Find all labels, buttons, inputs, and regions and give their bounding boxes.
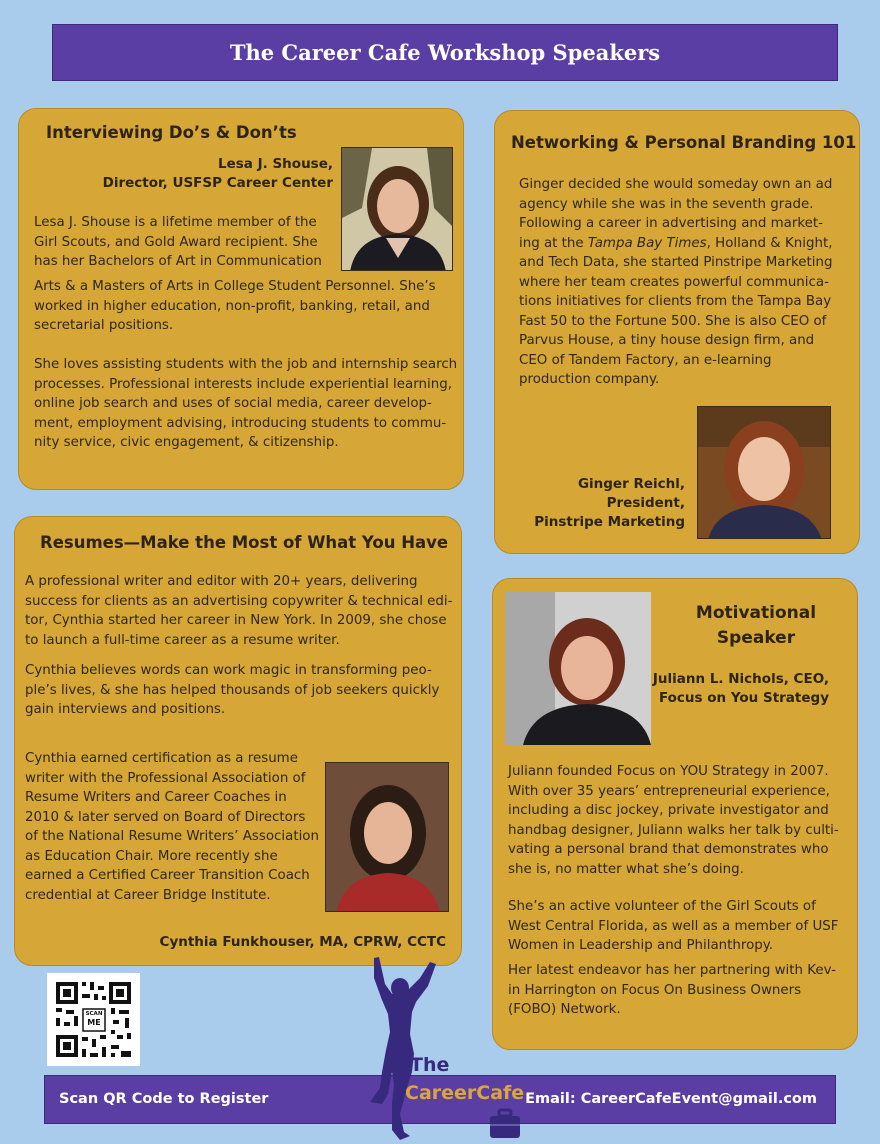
bio-full xyxy=(34,277,454,336)
speaker-name: Ginger Reichl, xyxy=(577,476,685,492)
belief xyxy=(25,661,457,720)
register-qr-code[interactable] xyxy=(47,973,140,1066)
heading-line: Motivational xyxy=(695,603,817,623)
bio-short xyxy=(34,213,334,272)
card-heading: Interviewing Do’s & Don’ts xyxy=(46,123,297,142)
card-heading: Resumes—Make the Most of What You Have xyxy=(40,533,449,552)
page-title-banner xyxy=(52,24,838,81)
card-motivational xyxy=(492,578,858,1050)
bio-line: secretarial positions. xyxy=(34,318,174,333)
badge-text: SCAN xyxy=(85,1011,103,1017)
bio-line: A professional writer and editor with 20+ years, delivering xyxy=(25,574,418,589)
badge-text: ME xyxy=(87,1018,101,1027)
bio-line: Parvus House, a tiny house design firm, and xyxy=(519,333,815,348)
bio-line: vating a personal brand that demonstrates who xyxy=(508,842,829,857)
interests xyxy=(34,355,462,453)
bio-line: in Harrington on Focus On Business Owners xyxy=(508,982,802,998)
speaker-signature xyxy=(653,670,829,708)
bio-line: Her latest endeavor has her partnering with Kev- xyxy=(508,963,836,978)
bio-line: gain interviews and positions. xyxy=(25,702,226,717)
career-cafe-logo-figure xyxy=(352,954,448,1144)
publication-name: Tampa Bay Times xyxy=(587,235,707,251)
bio-line: West Central Florida, as well as a member of USF xyxy=(508,918,839,934)
interest-line: online job search and uses of social media, career develop- xyxy=(34,396,432,411)
contact-email[interactable]: Email: CareerCafeEvent@gmail.com xyxy=(525,1091,817,1107)
bio-line: as Education Chair. More recently she xyxy=(25,848,278,864)
page-title: The Career Cafe Workshop Speakers xyxy=(229,40,661,65)
interest-line: She loves assisting students with the job and internship search xyxy=(34,357,458,372)
bio-line: success for clients as an advertising copywriter & technical edi- xyxy=(25,593,453,609)
heading-line: Speaker xyxy=(716,628,796,648)
bio-line: CEO of Tandem Factory, an e-learning xyxy=(519,352,772,368)
bio-line xyxy=(519,234,855,254)
bio-line: Following a career in advertising and market- xyxy=(519,216,823,231)
bio-line: tor, Cynthia started her career in New York. In 2009, she chose xyxy=(25,613,447,628)
speaker-photo-cynthia xyxy=(325,762,449,912)
bio-line: tions initiatives for clients from the Tampa Bay xyxy=(519,294,832,309)
card-heading: Networking & Personal Branding 101 xyxy=(511,133,857,152)
scan-me-badge xyxy=(84,1011,104,1027)
logo-text-careercafe: CareerCafe xyxy=(405,1082,525,1104)
logo-text-the: The xyxy=(410,1054,450,1076)
bio-line: She’s an active volunteer of the Girl Scouts of xyxy=(508,899,816,914)
bio xyxy=(508,762,853,879)
bio-line: including a disc jockey, private investigator and xyxy=(508,803,829,818)
bio-line: Women in Leadership and Philanthropy. xyxy=(508,938,774,953)
portrait-image xyxy=(698,407,831,539)
interest-line: ment, employment advising, introducing students to commu- xyxy=(34,415,447,431)
speaker-name: Lesa J. Shouse, xyxy=(218,156,333,172)
bio-line: ple’s lives, & she has helped thousands of job seekers quickly xyxy=(25,682,440,698)
bio-line: and Tech Data, she started Pinstripe Marketing xyxy=(519,255,833,270)
bio-line: Cynthia believes words can work magic in transforming peo- xyxy=(25,663,432,678)
register-instructions: Scan QR Code to Register xyxy=(59,1091,269,1107)
speaker-signature xyxy=(534,475,685,532)
portrait-image xyxy=(342,148,453,271)
bio xyxy=(519,175,855,390)
bio-line: agency while she was in the seventh grade. xyxy=(519,196,814,212)
speaker-company: Focus on You Strategy xyxy=(658,690,829,706)
portrait-image xyxy=(326,763,449,912)
volunteer xyxy=(508,897,853,956)
card-resumes xyxy=(14,516,462,966)
bio-line: Arts & a Masters of Arts in College Student Personnel. She’s xyxy=(34,279,436,294)
interest-line: processes. Professional interests include experiential learning, xyxy=(34,376,452,392)
interest-line: nity service, civic engagement, & citizenship. xyxy=(34,435,339,450)
bio-line: worked in higher education, non-profit, banking, retail, and xyxy=(34,298,430,314)
speaker-photo-lesa xyxy=(341,147,453,271)
text: ing at the xyxy=(519,235,588,251)
bio-line: Resume Writers and Career Coaches in xyxy=(25,790,287,805)
bio-line: handbag designer, Juliann walks her talk by culti- xyxy=(508,822,839,838)
speaker-role: President, xyxy=(606,495,685,511)
bio-line: has her Bachelors of Art in Communication xyxy=(34,254,322,269)
bio-line: Ginger decided she would someday own an ad xyxy=(519,177,833,192)
bio-line: With over 35 years’ entrepreneurial experience, xyxy=(508,783,830,799)
bio-line: production company. xyxy=(519,372,660,387)
bio-line: Lesa J. Shouse is a lifetime member of the xyxy=(34,215,317,230)
card-interviewing xyxy=(18,108,464,490)
card-heading xyxy=(671,601,841,651)
portrait-image xyxy=(505,592,651,745)
briefcase-icon xyxy=(488,1108,522,1140)
bio-line: Cynthia earned certification as a resume xyxy=(25,751,298,766)
bio-line: writer with the Professional Association of xyxy=(25,770,306,786)
bio-line: Fast 50 to the Fortune 500. She is also CEO of xyxy=(519,313,827,329)
speaker-title: Director, USFSP Career Center xyxy=(102,175,333,191)
bio-line: she is, no matter what she’s doing. xyxy=(508,861,744,877)
speaker-photo-juliann xyxy=(505,592,651,745)
bio-line: of the National Resume Writers’ Association xyxy=(25,829,319,844)
speaker-company: Pinstripe Marketing xyxy=(534,514,685,530)
speaker-signature: Cynthia Funkhouser, MA, CPRW, CCTC xyxy=(159,934,446,950)
latest xyxy=(508,961,853,1020)
bio-line: credential at Career Bridge Institute. xyxy=(25,887,271,903)
speaker-signature xyxy=(103,155,333,193)
card-networking xyxy=(494,110,860,554)
bio-line: Girl Scouts, and Gold Award recipient. She xyxy=(34,234,318,250)
speaker-name: Juliann L. Nichols, CEO, xyxy=(652,671,829,687)
credentials xyxy=(25,749,335,905)
bio-line: Juliann founded Focus on YOU Strategy in 2007. xyxy=(508,764,829,779)
bio-line: to launch a full-time career as a resume writer. xyxy=(25,632,340,648)
bio-line: (FOBO) Network. xyxy=(508,1002,621,1017)
bio-line: earned a Certified Career Transition Coach xyxy=(25,868,310,883)
text: , Holland & Knight, xyxy=(706,235,833,251)
bio-line: where her team creates powerful communica- xyxy=(519,274,829,290)
speaker-photo-ginger xyxy=(697,406,831,539)
bio-line: 2010 & later served on Board of Directors xyxy=(25,809,306,825)
intro xyxy=(25,572,457,650)
